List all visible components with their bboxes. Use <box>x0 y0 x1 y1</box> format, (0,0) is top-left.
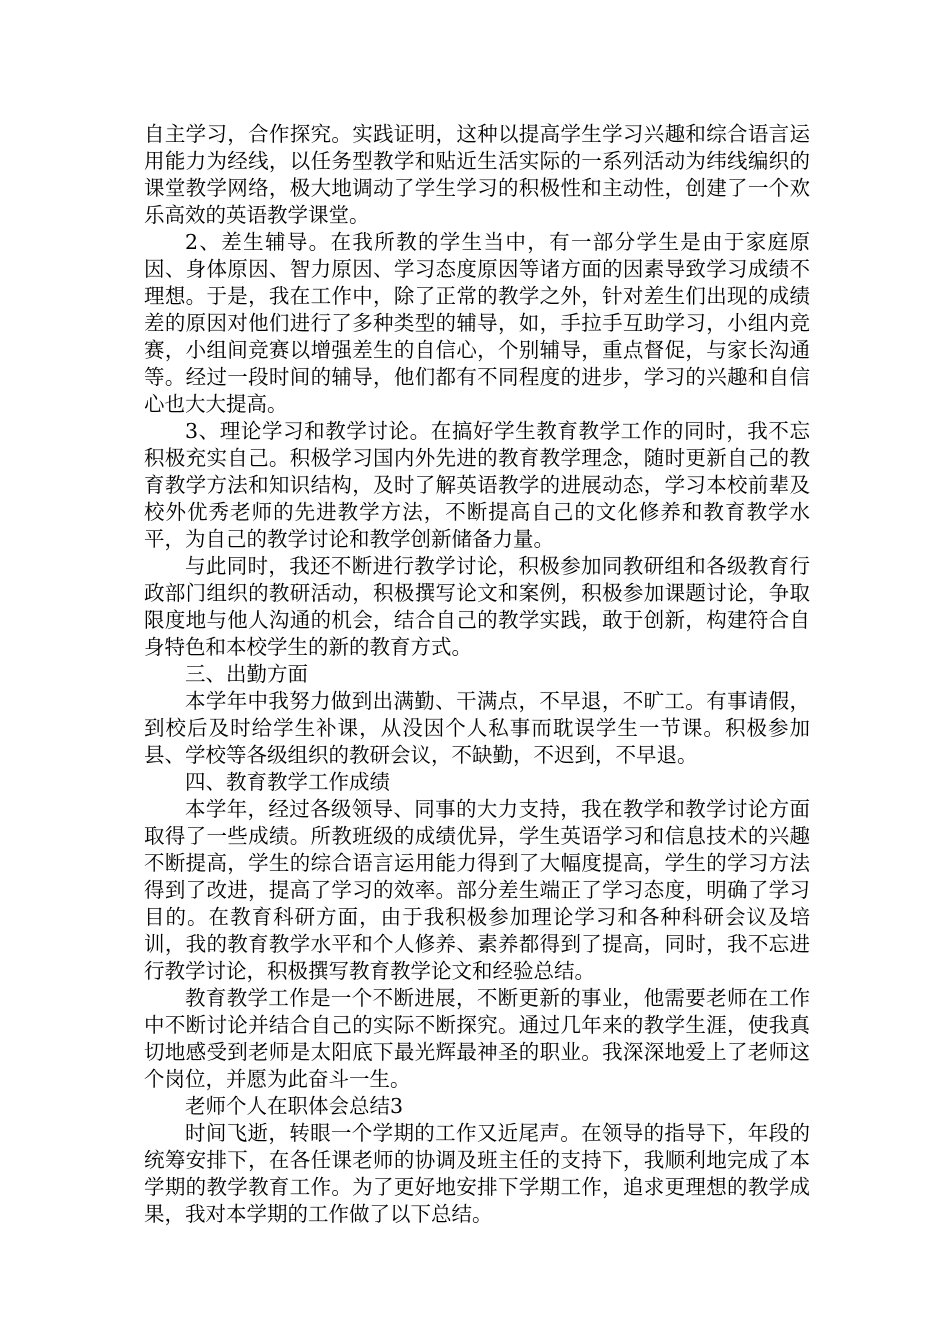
paragraph-semester-intro: 时间飞逝，转眼一个学期的工作又近尾声。在领导的指导下，年段的统筹安排下，在各任课老师的协调及班主任的支持下，我顺利地完成了本学期的教学教育工作。为了更好地安排下学期工作，追求更理想的教学成果，我对本学期的工作做了以下总结。 <box>144 1121 810 1226</box>
paragraph-theory-study: 3、理论学习和教学讨论。在搞好学生教育教学工作的同时，我不忘积极充实自己。积极学习国内外先进的教育教学理念，随时更新自己的教育教学方法和知识结构，及时了解英语教学的进展动态，学习本校前辈及校外优秀老师的先进教学方法，不断提高自己的文化修养和教育教学水平，为自己的教学讨论和教学创新储备力量。 <box>144 419 810 551</box>
section-heading-achievements: 四、教育教学工作成绩 <box>185 770 390 794</box>
paragraph-career-reflection: 教育教学工作是一个不断进展，不断更新的事业，他需要老师在工作中不断讨论并结合自己的实际不断探究。通过几年来的教学生涯，使我真切地感受到老师是太阳底下最光辉最神圣的职业。我深深地爱上了老师这个岗位，并愿为此奋斗一生。 <box>144 986 810 1091</box>
section-heading-summary-3: 老师个人在职体会总结3 <box>185 1094 404 1118</box>
paragraph-teaching-research: 与此同时，我还不断进行教学讨论，积极参加同教研组和各级教育行政部门组织的教研活动，积极撰写论文和案例，积极参加课题讨论，争取限度地与他人沟通的机会，结合自己的教学实践，敢于创新，构建符合自身特色和本校学生的新的教育方式。 <box>144 554 810 659</box>
section-heading-attendance: 三、出勤方面 <box>185 662 308 686</box>
paragraph-continuation: 自主学习，合作探究。实践证明，这种以提高学生学习兴趣和综合语言运用能力为经线，以任务型教学和贴近生活实际的一系列活动为纬线编织的课堂教学网络，极大地调动了学生学习的积极性和主动性，创建了一个欢乐高效的英语教学课堂。 <box>144 122 810 227</box>
paragraph-struggling-students: 2、差生辅导。在我所教的学生当中，有一部分学生是由于家庭原因、身体原因、智力原因、学习态度原因等诸方面的因素导致学习成绩不理想。于是，我在工作中，除了正常的教学之外，针对差生们出现的成绩差的原因对他们进行了多种类型的辅导，如，手拉手互助学习，小组内竞赛，小组间竞赛以增强差生的自信心，个别辅导，重点督促，与家长沟通等。经过一段时间的辅导，他们都有不同程度的进步，学习的兴趣和自信心也大大提高。 <box>144 230 810 416</box>
paragraph-attendance: 本学年中我努力做到出满勤、干满点，不早退，不旷工。有事请假，到校后及时给学生补课，从没因个人私事而耽误学生一节课。积极参加县、学校等各级组织的教研会议，不缺勤，不迟到，不早退。 <box>144 689 810 767</box>
paragraph-achievements: 本学年，经过各级领导、同事的大力支持，我在教学和教学讨论方面取得了一些成绩。所教班级的成绩优异，学生英语学习和信息技术的兴趣不断提高，学生的综合语言运用能力得到了大幅度提高，学生的学习方法得到了改进，提高了学习的效率。部分差生端正了学习态度，明确了学习目的。在教育科研方面，由于我积极参加理论学习和各种科研会议及培训，我的教育教学水平和个人修养、素养都得到了提高，同时，我不忘进行教学讨论，积极撰写教育教学论文和经验总结。 <box>144 797 810 983</box>
document-page <box>144 121 810 1228</box>
